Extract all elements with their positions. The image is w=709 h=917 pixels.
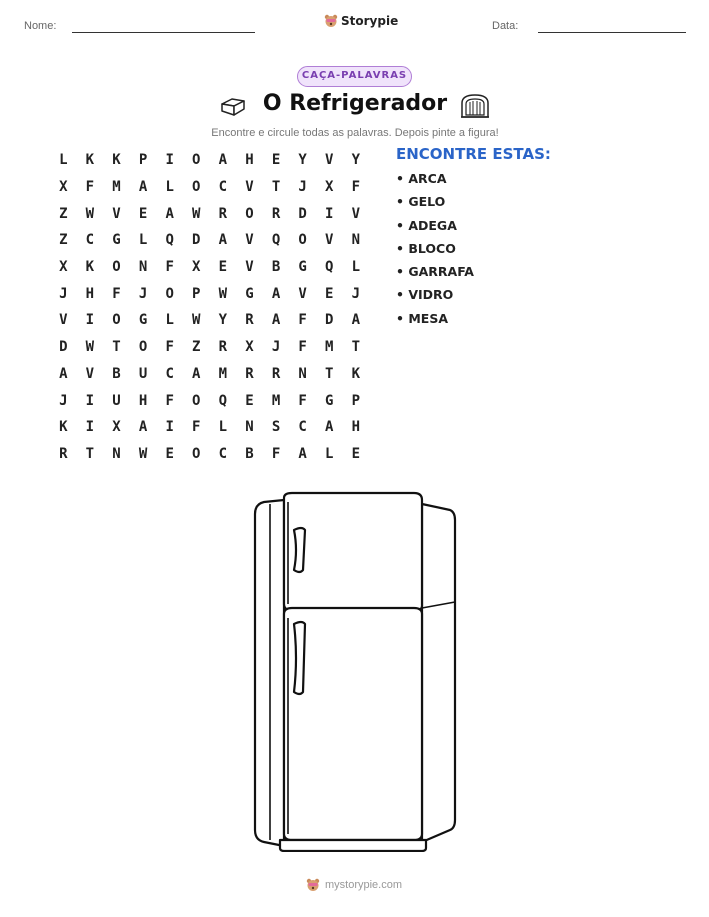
grid-cell[interactable]: F (298, 392, 307, 409)
grid-cell[interactable]: G (298, 259, 307, 276)
grid-cell[interactable]: E (218, 259, 228, 276)
grid-cell[interactable]: O (192, 445, 201, 462)
grid-cell[interactable]: T (351, 339, 361, 356)
grid-cell[interactable]: V (112, 205, 121, 222)
brand-logo (324, 14, 398, 28)
grid-cell[interactable]: W (192, 205, 201, 222)
name-line[interactable] (72, 32, 255, 33)
instructions: Encontre e circule todas as palavras. Depois pinte a figura! (211, 127, 499, 139)
grid-cell[interactable]: Q (325, 259, 334, 276)
grid-cell[interactable]: Y (218, 312, 228, 329)
grid-cell[interactable]: M (112, 179, 121, 196)
grid-cell[interactable]: V (351, 205, 361, 222)
footer (306, 878, 402, 892)
grid-cell[interactable]: V (298, 285, 307, 302)
grid-cell[interactable]: F (351, 179, 361, 196)
grid-cell[interactable]: Q (271, 232, 281, 249)
grid-cell[interactable]: A (165, 205, 174, 222)
grid-cell[interactable]: C (218, 445, 228, 462)
grid-cell[interactable]: G (112, 232, 121, 249)
grid-cell[interactable]: Y (351, 152, 361, 169)
grid-cell[interactable]: I (85, 312, 95, 329)
grid-cell[interactable]: Z (59, 232, 68, 249)
grid-cell[interactable]: E (351, 445, 361, 462)
grid-row (50, 280, 369, 307)
grid-cell[interactable]: Z (192, 339, 201, 356)
grid-cell[interactable]: B (271, 259, 281, 276)
refrigerator-coloring-icon[interactable] (250, 490, 460, 852)
grid-cell[interactable]: G (325, 392, 334, 409)
category-badge: CAÇA-PALAVRAS (297, 66, 412, 87)
grid-cell[interactable]: B (112, 365, 121, 382)
grid-cell[interactable]: N (138, 259, 148, 276)
grid-cell[interactable]: U (138, 365, 148, 382)
grid-cell[interactable]: L (325, 445, 334, 462)
grid-cell[interactable]: I (165, 419, 174, 436)
grid-cell[interactable]: A (192, 365, 201, 382)
page-title: O Refrigerador (262, 91, 448, 116)
grid-cell[interactable]: K (351, 365, 361, 382)
grid-row (50, 227, 369, 254)
grid-cell[interactable]: C (298, 419, 307, 436)
grid-cell[interactable]: D (325, 312, 334, 329)
grid-cell[interactable]: S (271, 419, 281, 436)
grid-cell[interactable]: C (218, 179, 228, 196)
grid-row (50, 174, 369, 201)
grid-cell[interactable]: C (85, 232, 95, 249)
grid-cell[interactable]: E (271, 152, 281, 169)
grid-cell[interactable]: X (192, 259, 201, 276)
grid-cell[interactable]: J (59, 392, 68, 409)
date-line[interactable] (538, 32, 686, 33)
word-item: • ADEGA (396, 217, 457, 233)
grid-cell[interactable]: H (85, 285, 95, 302)
grid-cell[interactable]: R (271, 205, 281, 222)
grid-row (50, 387, 369, 414)
word-item: • GELO (396, 194, 446, 210)
grid-cell[interactable]: X (245, 339, 254, 356)
grid-cell[interactable]: I (85, 419, 95, 436)
grid-cell[interactable]: N (298, 365, 307, 382)
grid-cell[interactable]: V (245, 179, 254, 196)
grid-cell[interactable]: J (351, 285, 361, 302)
grid-cell[interactable]: L (351, 259, 361, 276)
grid-row (50, 441, 369, 468)
grid-cell[interactable]: A (325, 419, 334, 436)
word-item: • GARRAFA (396, 264, 474, 280)
grid-cell[interactable]: O (112, 259, 121, 276)
grid-cell[interactable]: F (112, 285, 121, 302)
grid-cell[interactable]: O (192, 152, 201, 169)
grid-cell[interactable]: E (165, 445, 174, 462)
grid-cell[interactable]: D (192, 232, 201, 249)
storypie-bear-icon (306, 878, 320, 892)
grid-cell[interactable]: X (112, 419, 121, 436)
grid-cell[interactable]: K (112, 152, 121, 169)
date-label: Data: (492, 20, 519, 32)
grid-cell[interactable]: J (298, 179, 307, 196)
grid-cell[interactable]: J (59, 285, 68, 302)
grid-cell[interactable]: G (245, 285, 254, 302)
grid-cell[interactable]: O (112, 312, 121, 329)
grid-cell[interactable]: V (245, 232, 254, 249)
grid-cell[interactable]: Q (218, 392, 228, 409)
brand-name: Storypie (341, 14, 399, 28)
grid-cell[interactable]: V (325, 232, 334, 249)
grid-cell[interactable]: O (298, 232, 307, 249)
grid-cell[interactable]: O (165, 285, 174, 302)
grid-cell[interactable]: A (271, 312, 281, 329)
grid-cell[interactable]: L (138, 232, 148, 249)
grid-cell[interactable]: R (271, 365, 281, 382)
grid-cell[interactable]: T (325, 365, 334, 382)
grid-cell[interactable]: O (138, 339, 148, 356)
grid-cell[interactable]: E (138, 205, 148, 222)
grid-cell[interactable]: D (298, 205, 307, 222)
grid-cell[interactable]: Q (165, 232, 174, 249)
grid-row (50, 361, 369, 388)
grid-cell[interactable]: A (59, 365, 68, 382)
grid-cell[interactable]: I (165, 152, 174, 169)
grid-cell[interactable]: H (245, 152, 254, 169)
grid-cell[interactable]: F (165, 339, 174, 356)
grid-cell[interactable]: F (298, 339, 307, 356)
word-list-title: ENCONTRE ESTAS: (396, 145, 551, 163)
grid-cell[interactable]: A (218, 232, 228, 249)
grid-cell[interactable]: C (165, 365, 174, 382)
grid-cell[interactable]: A (298, 445, 307, 462)
grid-cell[interactable]: T (112, 339, 121, 356)
grid-cell[interactable]: K (85, 152, 95, 169)
grid-cell[interactable]: M (271, 392, 281, 409)
grid-cell[interactable]: W (85, 205, 95, 222)
word-search-grid[interactable] (50, 147, 369, 467)
grid-cell[interactable]: R (218, 339, 228, 356)
grid-cell[interactable]: O (192, 179, 201, 196)
grid-cell[interactable]: W (85, 339, 95, 356)
grid-cell[interactable]: W (218, 285, 228, 302)
grid-cell[interactable]: K (59, 419, 68, 436)
grid-cell[interactable]: P (138, 152, 148, 169)
grid-cell[interactable]: F (298, 312, 307, 329)
grid-row (50, 307, 369, 334)
grid-cell[interactable]: V (85, 365, 95, 382)
word-item: • VIDRO (396, 287, 454, 303)
grid-row (50, 147, 369, 174)
grid-row (50, 414, 369, 441)
grid-cell[interactable]: E (325, 285, 334, 302)
grid-cell[interactable]: N (245, 419, 254, 436)
grid-cell[interactable]: H (351, 419, 361, 436)
grid-cell[interactable]: J (138, 285, 148, 302)
grid-cell[interactable]: A (271, 285, 281, 302)
grid-cell[interactable]: K (85, 259, 95, 276)
grid-cell[interactable]: A (138, 179, 148, 196)
grid-cell[interactable]: V (59, 312, 68, 329)
grid-cell[interactable]: I (85, 392, 95, 409)
grid-cell[interactable]: Y (298, 152, 307, 169)
grid-cell[interactable]: R (59, 445, 68, 462)
grid-cell[interactable]: T (271, 179, 281, 196)
grid-cell[interactable]: G (138, 312, 148, 329)
grid-cell[interactable]: A (218, 152, 228, 169)
grid-cell[interactable]: F (85, 179, 95, 196)
grid-cell[interactable]: J (271, 339, 281, 356)
grid-cell[interactable]: L (59, 152, 68, 169)
grid-cell[interactable]: I (325, 205, 334, 222)
grid-cell[interactable]: P (351, 392, 361, 409)
word-item: • ARCA (396, 171, 447, 186)
word-item: • BLOCO (396, 240, 456, 256)
grid-cell[interactable]: O (192, 392, 201, 409)
word-list (396, 171, 474, 334)
grid-cell[interactable]: E (245, 392, 254, 409)
grid-cell[interactable]: L (218, 419, 228, 436)
grid-cell[interactable]: M (218, 365, 228, 382)
name-label: Nome: (24, 20, 57, 32)
grid-cell[interactable]: P (192, 285, 201, 302)
grid-cell[interactable]: M (325, 339, 334, 356)
grid-cell[interactable]: H (138, 392, 148, 409)
grid-cell[interactable]: R (218, 205, 228, 222)
grid-cell[interactable]: O (245, 205, 254, 222)
grid-cell[interactable]: B (245, 445, 254, 462)
grid-cell[interactable]: N (112, 445, 121, 462)
grid-cell[interactable]: W (192, 312, 201, 329)
fridge-shelf-icon (459, 93, 491, 119)
grid-cell[interactable]: Z (59, 205, 68, 222)
grid-cell[interactable]: U (112, 392, 121, 409)
grid-cell[interactable]: F (165, 259, 174, 276)
grid-cell[interactable]: T (85, 445, 95, 462)
grid-cell[interactable]: L (165, 312, 174, 329)
grid-cell[interactable]: W (138, 445, 148, 462)
grid-row (50, 254, 369, 281)
grid-cell[interactable]: F (165, 392, 174, 409)
ice-block-icon (219, 95, 247, 117)
grid-cell[interactable]: F (271, 445, 281, 462)
grid-cell[interactable]: X (59, 179, 68, 196)
storypie-bear-icon (324, 14, 338, 28)
grid-cell[interactable]: A (138, 419, 148, 436)
grid-cell[interactable]: F (192, 419, 201, 436)
grid-cell[interactable]: D (59, 339, 68, 356)
grid-cell[interactable]: R (245, 365, 254, 382)
grid-row (50, 334, 369, 361)
grid-cell[interactable]: L (165, 179, 174, 196)
grid-cell[interactable]: X (325, 179, 334, 196)
footer-url[interactable]: mystorypie.com (325, 879, 403, 891)
grid-cell[interactable]: V (325, 152, 334, 169)
grid-cell[interactable]: V (245, 259, 254, 276)
grid-cell[interactable]: N (351, 232, 361, 249)
grid-cell[interactable]: R (245, 312, 254, 329)
grid-cell[interactable]: X (59, 259, 68, 276)
word-item: • MESA (396, 310, 448, 326)
grid-row (50, 200, 369, 227)
grid-cell[interactable]: A (351, 312, 361, 329)
